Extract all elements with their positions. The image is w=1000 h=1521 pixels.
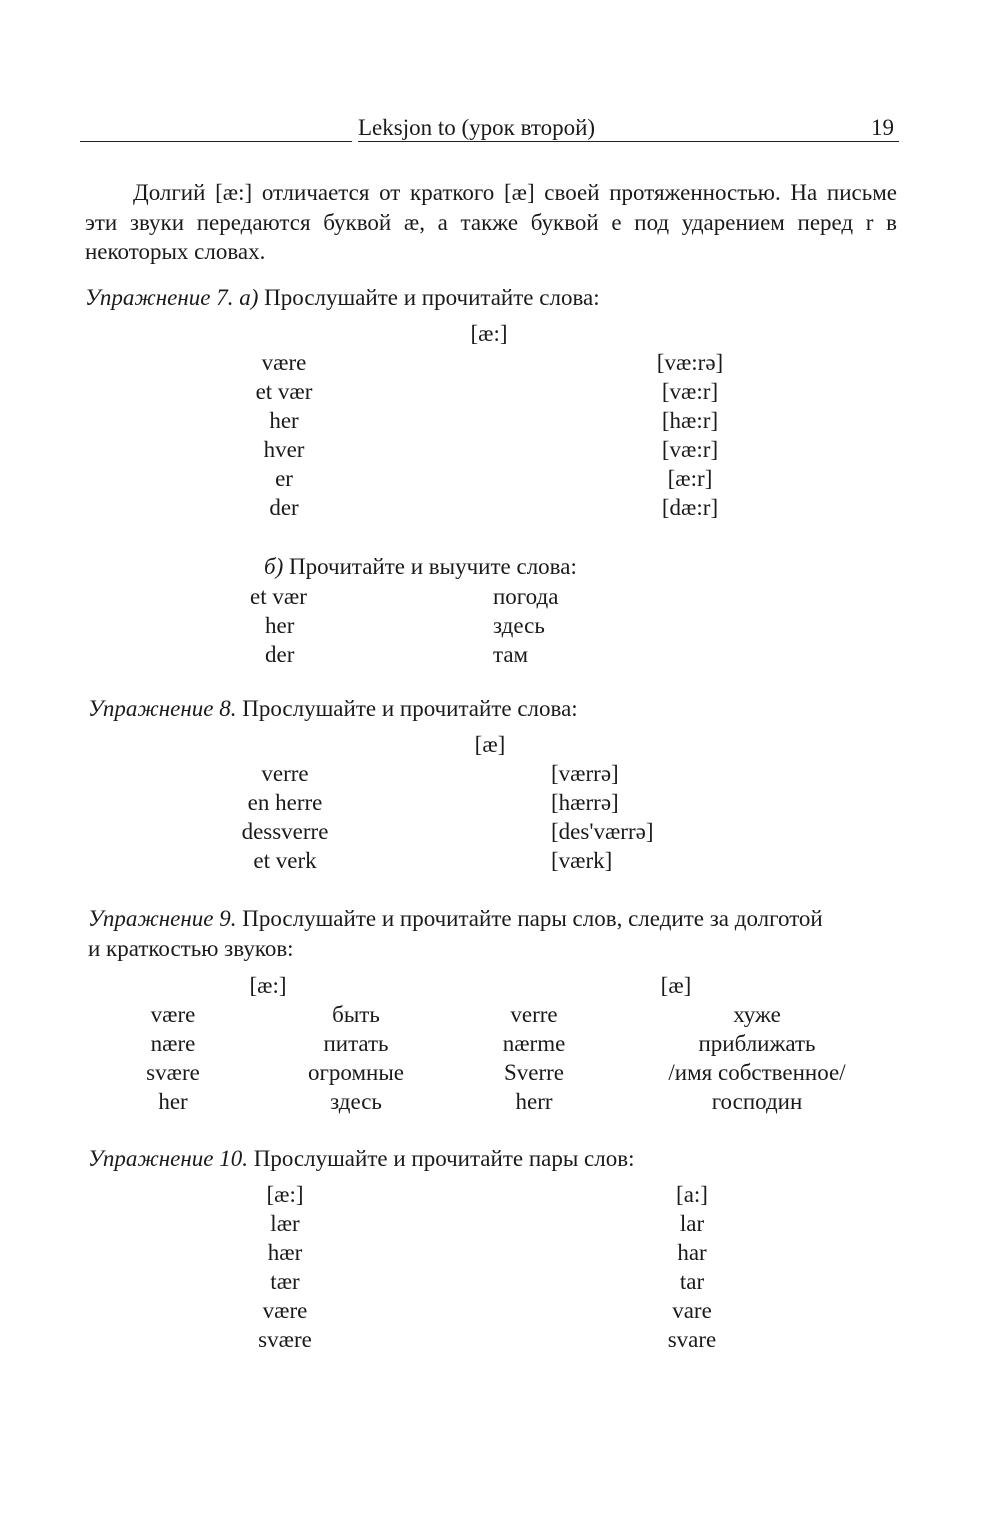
ex7-vocab-translation: там	[493, 642, 529, 667]
ex7-vocab-word: et vær	[250, 584, 307, 609]
ex8-transcription: [værrə]	[551, 761, 619, 786]
ex9-short-word: nærme	[502, 1031, 566, 1056]
ex9-long-sound: [æ:]	[249, 973, 287, 998]
ex7-transcription: [dæ:r]	[661, 495, 719, 520]
ex7-heading	[85, 286, 600, 309]
ex9-label: Упражнение 9.	[88, 906, 237, 931]
ex9-short-sound: [æ]	[660, 973, 692, 998]
ex9-long-word: her	[158, 1089, 188, 1114]
ex8-transcription: [hærrə]	[551, 790, 619, 815]
ex10-a-word: svare	[667, 1327, 717, 1352]
ex9-long-word: svære	[146, 1060, 200, 1085]
intro-paragraph: Долгий [æ:] отличается от краткого [æ] своей протяженностью. На письме эти звуки передаются буквой æ, а также буквой e под ударением перед r в некоторых словах.	[85, 180, 897, 264]
ex10-ae-word: tær	[270, 1269, 300, 1294]
ex10-col2-sound: [a:]	[676, 1182, 708, 1207]
ex7-part-b-heading	[264, 555, 577, 578]
ex9-long-translation: питать	[323, 1031, 389, 1056]
ex7-word: være	[261, 350, 307, 375]
ex7-label: Упражнение 7.	[85, 285, 234, 310]
ex9-short-word: Sverre	[503, 1060, 565, 1085]
ex7-vocab-word: der	[265, 642, 295, 667]
ex10-a-word: vare	[672, 1298, 712, 1323]
ex9-long-translation: здесь	[330, 1089, 382, 1114]
ex7-transcription: [æ:r]	[667, 466, 713, 491]
ex7-transcription: [hæ:r]	[661, 408, 719, 433]
ex8-word: en herre	[247, 790, 323, 815]
ex10-a-word: tar	[679, 1269, 705, 1294]
ex8-label: Упражнение 8.	[88, 696, 237, 721]
ex9-long-word: nære	[150, 1031, 196, 1056]
ex7-part-a-text: Прослушайте и прочитайте слова:	[264, 285, 600, 310]
ex10-a-word: har	[677, 1240, 707, 1265]
ex9-short-translation: господин	[711, 1089, 803, 1114]
ex7-word: her	[269, 408, 299, 433]
ex10-ae-word: hær	[267, 1240, 303, 1265]
ex7-word: der	[269, 495, 299, 520]
page-number: 19	[871, 115, 894, 140]
ex7-word: er	[275, 466, 293, 491]
ex7-vocab-word: her	[265, 613, 295, 638]
ex8-transcription: [des'værrə]	[551, 819, 654, 844]
ex7-vocab-translation: здесь	[493, 613, 545, 638]
ex7-sound-heading: [æ:]	[470, 321, 508, 346]
ex10-ae-word: svære	[258, 1327, 312, 1352]
ex8-word: dessverre	[241, 819, 329, 844]
ex9-short-translation: приближать	[698, 1031, 816, 1056]
ex7-vocab-translation: погода	[493, 584, 559, 609]
ex7-part-b-text: Прочитайте и выучите слова:	[288, 554, 577, 579]
ex8-text: Прослушайте и прочитайте слова:	[242, 696, 578, 721]
ex9-short-word: herr	[515, 1089, 553, 1114]
ex7-part-a-label: а)	[239, 285, 259, 310]
ex9-text-line1: Прослушайте и прочитайте пары слов, следите за долготой	[242, 906, 823, 931]
ex8-word: verre	[261, 761, 309, 786]
ex10-a-word: lar	[679, 1211, 705, 1236]
ex9-long-translation: огромные	[307, 1060, 405, 1085]
ex9-long-translation: быть	[332, 1002, 380, 1027]
ex9-text-line2: и краткостью звуков:	[88, 936, 294, 961]
ex8-heading	[88, 697, 578, 720]
ex9-short-translation: /имя собственное/	[668, 1060, 846, 1085]
ex7-part-b-label: б)	[264, 554, 284, 579]
ex7-word: hver	[263, 437, 305, 462]
ex10-col1-sound: [æ:]	[266, 1182, 304, 1207]
ex9-heading	[88, 907, 823, 930]
running-header-title: Leksjon to (урок второй)	[358, 115, 596, 140]
ex7-transcription: [væ:r]	[661, 437, 719, 462]
header-rule-right	[358, 141, 899, 142]
ex9-short-translation: хуже	[733, 1002, 781, 1027]
ex9-long-word: være	[150, 1002, 196, 1027]
ex10-label: Упражнение 10.	[88, 1146, 248, 1171]
ex10-heading	[88, 1147, 635, 1170]
ex8-transcription: [værk]	[551, 848, 613, 873]
ex10-text: Прослушайте и прочитайте пары слов:	[253, 1146, 635, 1171]
ex9-short-word: verre	[510, 1002, 558, 1027]
ex10-ae-word: lær	[270, 1211, 300, 1236]
ex10-ae-word: være	[262, 1298, 308, 1323]
ex8-word: et verk	[253, 848, 317, 873]
header-rule-left	[80, 141, 352, 142]
ex7-transcription: [væ:rə]	[656, 350, 724, 375]
ex7-word: et vær	[255, 379, 313, 404]
ex8-sound-heading: [æ]	[474, 732, 506, 757]
ex7-transcription: [væ:r]	[661, 379, 719, 404]
